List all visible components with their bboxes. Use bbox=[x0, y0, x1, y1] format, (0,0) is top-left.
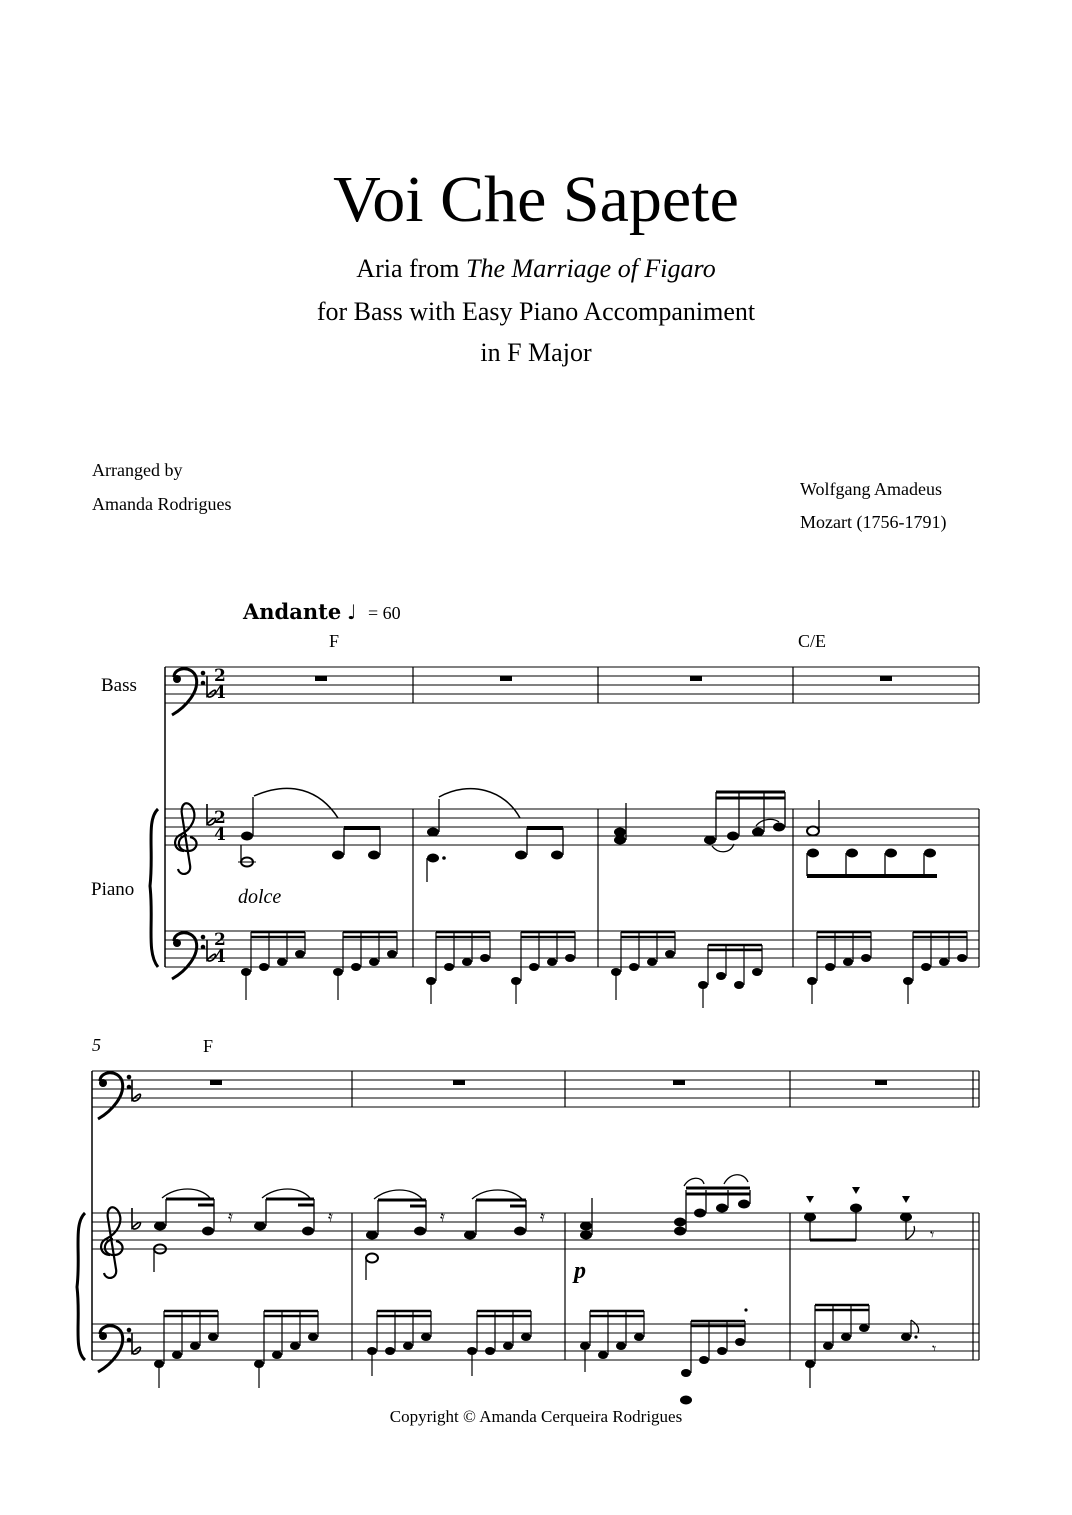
rh-measure-7 bbox=[580, 1175, 750, 1240]
subtitle-line-2: for Bass with Easy Piano Accompaniment bbox=[316, 297, 756, 326]
dynamic-piano: p bbox=[574, 1258, 586, 1284]
rh-measure-6 bbox=[366, 1190, 545, 1280]
dynamic-dolce: dolce bbox=[238, 886, 282, 908]
subtitle-work: The Marriage of Figaro bbox=[466, 254, 716, 283]
composer-line-1: Wolfgang Amadeus bbox=[800, 479, 943, 499]
instrument-label-piano: Piano bbox=[91, 879, 135, 900]
rh-measure-4 bbox=[807, 800, 937, 876]
system-1 bbox=[150, 666, 979, 1008]
rh-measure-8 bbox=[804, 1187, 934, 1244]
svg-text:𝄿: 𝄿 bbox=[328, 1207, 333, 1226]
tempo-marking: Andante bbox=[243, 599, 342, 624]
score-notation: 2 4 𝄿 𝄿 𝄿 𝄿 𝄾 𝄾 bbox=[0, 0, 1072, 1515]
svg-text:𝄾: 𝄾 bbox=[932, 1339, 937, 1358]
svg-text:𝄿: 𝄿 bbox=[440, 1207, 445, 1226]
composer-line-2: Mozart (1756-1791) bbox=[800, 512, 947, 532]
score-title: Voi Che Sapete bbox=[333, 163, 739, 236]
measure-number: 5 bbox=[92, 1035, 101, 1055]
chord-symbol-m4: C/E bbox=[798, 631, 827, 651]
subtitle-line-3: in F Major bbox=[480, 338, 592, 367]
tempo-value: = 60 bbox=[368, 603, 401, 623]
arranger-label: Arranged by bbox=[92, 460, 183, 480]
rh-measure-2 bbox=[427, 789, 563, 882]
lh-system-2 bbox=[154, 1305, 936, 1405]
chord-symbol-m5: F bbox=[203, 1036, 214, 1056]
arranger-name: Amanda Rodrigues bbox=[92, 494, 232, 514]
svg-text:𝄾: 𝄾 bbox=[930, 1225, 935, 1244]
chord-symbol-m1: F bbox=[329, 631, 340, 651]
subtitle-prefix: Aria from bbox=[356, 254, 467, 283]
svg-text:𝄿: 𝄿 bbox=[540, 1207, 545, 1226]
instrument-label-bass: Bass bbox=[101, 675, 137, 696]
svg-text:𝄿: 𝄿 bbox=[228, 1207, 233, 1226]
lh-system-1 bbox=[241, 932, 967, 1008]
rh-measure-3 bbox=[614, 792, 785, 852]
quarter-note-icon: ♩ bbox=[347, 600, 357, 624]
system-2 bbox=[77, 1071, 979, 1405]
copyright-notice: Copyright © Amanda Cerqueira Rodrigues bbox=[389, 1407, 683, 1426]
